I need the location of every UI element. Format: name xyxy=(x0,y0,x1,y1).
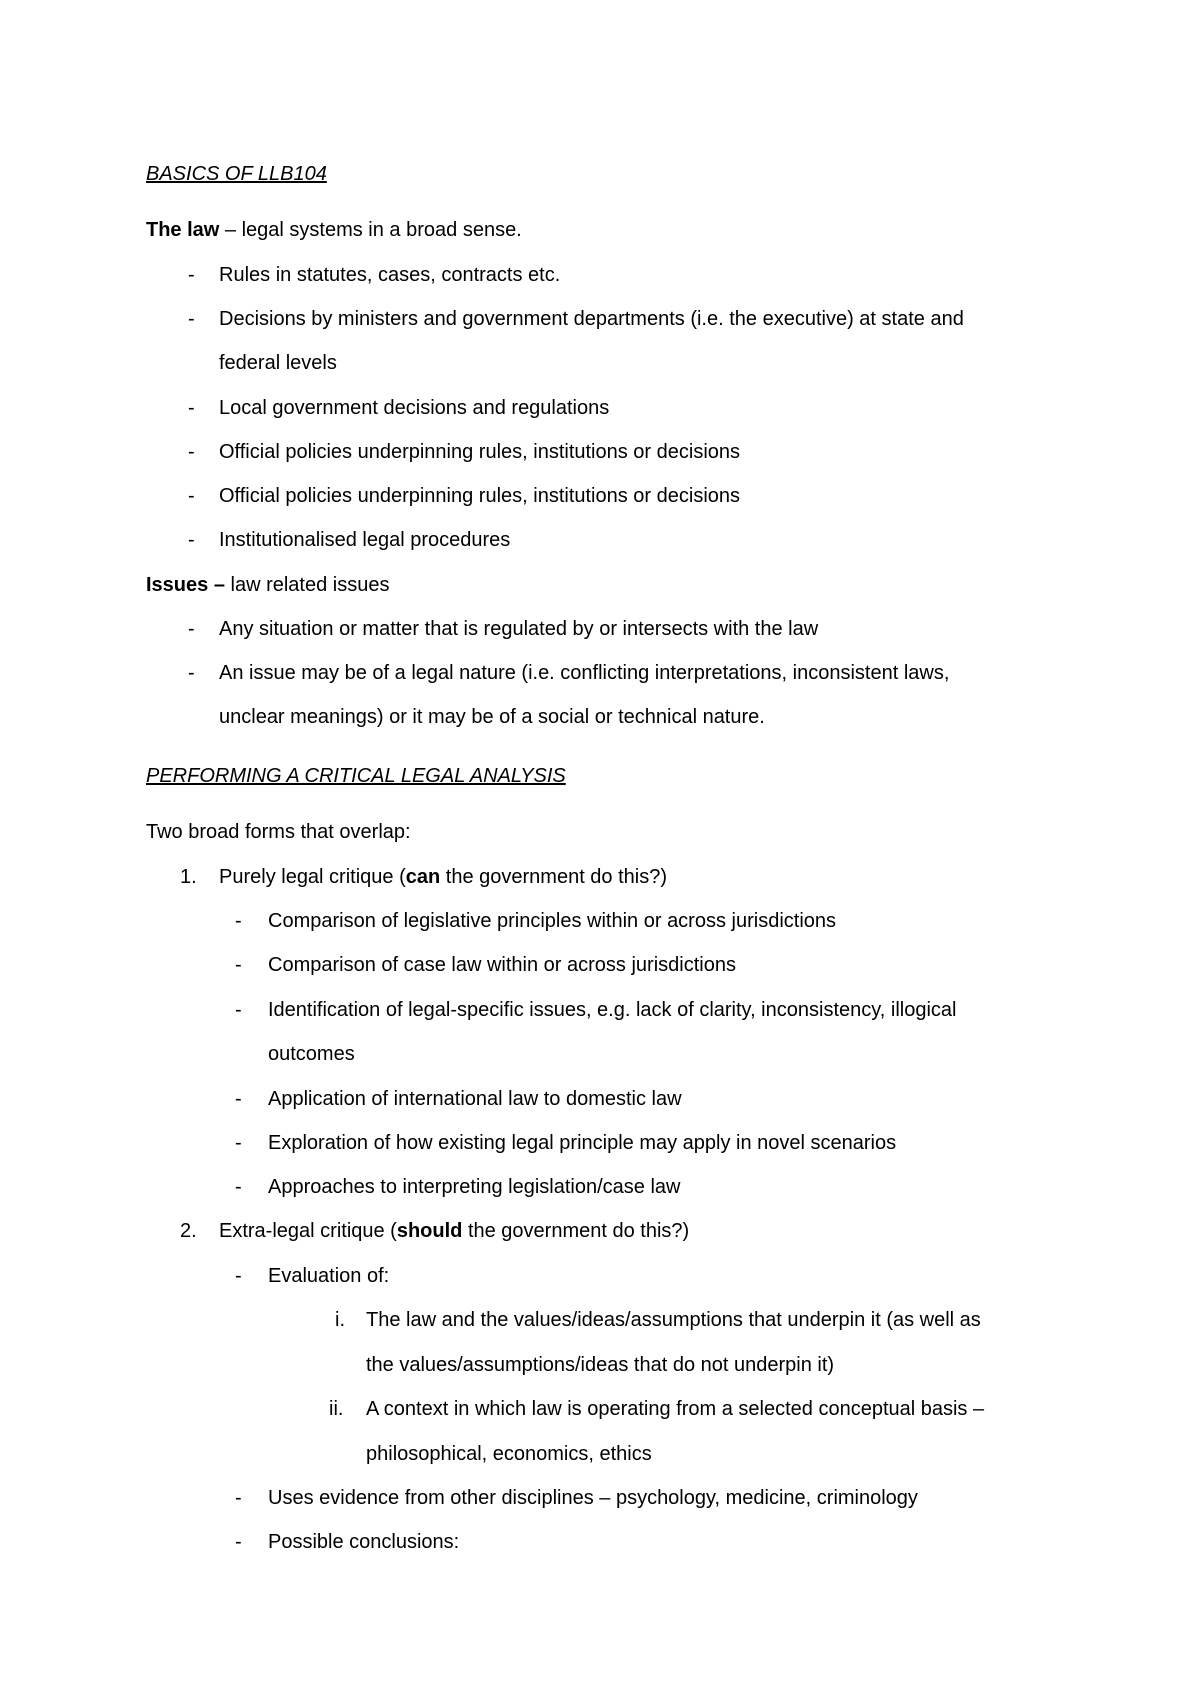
roman-numeral: i. xyxy=(335,1309,345,1331)
section-heading-critical-analysis: PERFORMING A CRITICAL LEGAL ANALYSIS xyxy=(146,765,566,787)
intro-text: Two broad forms that overlap: xyxy=(146,821,411,843)
list-item-continuation: unclear meanings) or it may be of a social or technical nature. xyxy=(219,706,765,728)
list-dash: - xyxy=(235,1088,242,1110)
roman-numeral: ii. xyxy=(329,1398,344,1420)
form-emphasis: should xyxy=(396,1220,463,1242)
list-item-continuation: outcomes xyxy=(268,1043,355,1065)
list-dash: - xyxy=(188,618,195,640)
list-dash: - xyxy=(188,529,195,551)
list-dash: - xyxy=(235,999,242,1021)
list-dash: - xyxy=(188,485,195,507)
list-dash: - xyxy=(235,1487,242,1509)
law-term: The law xyxy=(146,219,220,241)
list-item: Possible conclusions: xyxy=(268,1531,460,1553)
list-item: Uses evidence from other disciplines – psychology, medicine, criminology xyxy=(268,1487,918,1509)
list-item: Exploration of how existing legal principle may apply in novel scenarios xyxy=(268,1132,897,1154)
list-number: 2. xyxy=(180,1220,197,1242)
issues-definition xyxy=(146,571,389,599)
law-definition-text: – legal systems in a broad sense. xyxy=(219,219,522,241)
form-emphasis: can xyxy=(405,866,441,888)
list-item: Approaches to interpreting legislation/case law xyxy=(268,1176,681,1198)
issues-definition-text: law related issues xyxy=(224,574,390,596)
sub-list-item-continuation: the values/assumptions/ideas that do not underpin it) xyxy=(366,1354,835,1376)
list-dash: - xyxy=(235,954,242,976)
form-text: the government do this?) xyxy=(462,1220,690,1242)
form-text: Extra-legal critique ( xyxy=(219,1220,397,1242)
list-dash: - xyxy=(235,910,242,932)
list-item: Official policies underpinning rules, institutions or decisions xyxy=(219,485,741,507)
list-item: Official policies underpinning rules, institutions or decisions xyxy=(219,441,741,463)
list-dash: - xyxy=(188,441,195,463)
list-dash: - xyxy=(188,264,195,286)
list-dash: - xyxy=(235,1176,242,1198)
list-dash: - xyxy=(188,397,195,419)
section-heading-basics: BASICS OF LLB104 xyxy=(146,163,327,185)
sub-list-item: The law and the values/ideas/assumptions that underpin it (as well as xyxy=(366,1309,981,1331)
list-item: Application of international law to domestic law xyxy=(268,1088,682,1110)
issues-term: Issues – xyxy=(146,574,225,596)
sub-list-item-continuation: philosophical, economics, ethics xyxy=(366,1443,652,1465)
form-purely-legal xyxy=(219,863,667,891)
list-dash: - xyxy=(235,1132,242,1154)
list-dash: - xyxy=(235,1265,242,1287)
list-dash: - xyxy=(188,308,195,330)
law-definition xyxy=(146,216,522,244)
sub-list-item: A context in which law is operating from a selected conceptual basis – xyxy=(366,1398,985,1420)
list-dash: - xyxy=(235,1531,242,1553)
list-item: Rules in statutes, cases, contracts etc. xyxy=(219,264,561,286)
list-item: Evaluation of: xyxy=(268,1265,390,1287)
list-item: Local government decisions and regulations xyxy=(219,397,610,419)
list-item: Any situation or matter that is regulated by or intersects with the law xyxy=(219,618,819,640)
list-item: Comparison of legislative principles within or across jurisdictions xyxy=(268,910,837,932)
form-text: the government do this?) xyxy=(440,866,668,888)
list-item-continuation: federal levels xyxy=(219,352,337,374)
list-item: Identification of legal-specific issues, e.g. lack of clarity, inconsistency, illogical xyxy=(268,999,957,1021)
list-dash: - xyxy=(188,662,195,684)
list-item: Comparison of case law within or across jurisdictions xyxy=(268,954,736,976)
form-text: Purely legal critique ( xyxy=(219,866,406,888)
list-item: An issue may be of a legal nature (i.e. conflicting interpretations, inconsistent laws, xyxy=(219,662,950,684)
list-number: 1. xyxy=(180,866,197,888)
list-item: Decisions by ministers and government departments (i.e. the executive) at state and xyxy=(219,308,964,330)
form-extra-legal xyxy=(219,1217,689,1245)
list-item: Institutionalised legal procedures xyxy=(219,529,511,551)
